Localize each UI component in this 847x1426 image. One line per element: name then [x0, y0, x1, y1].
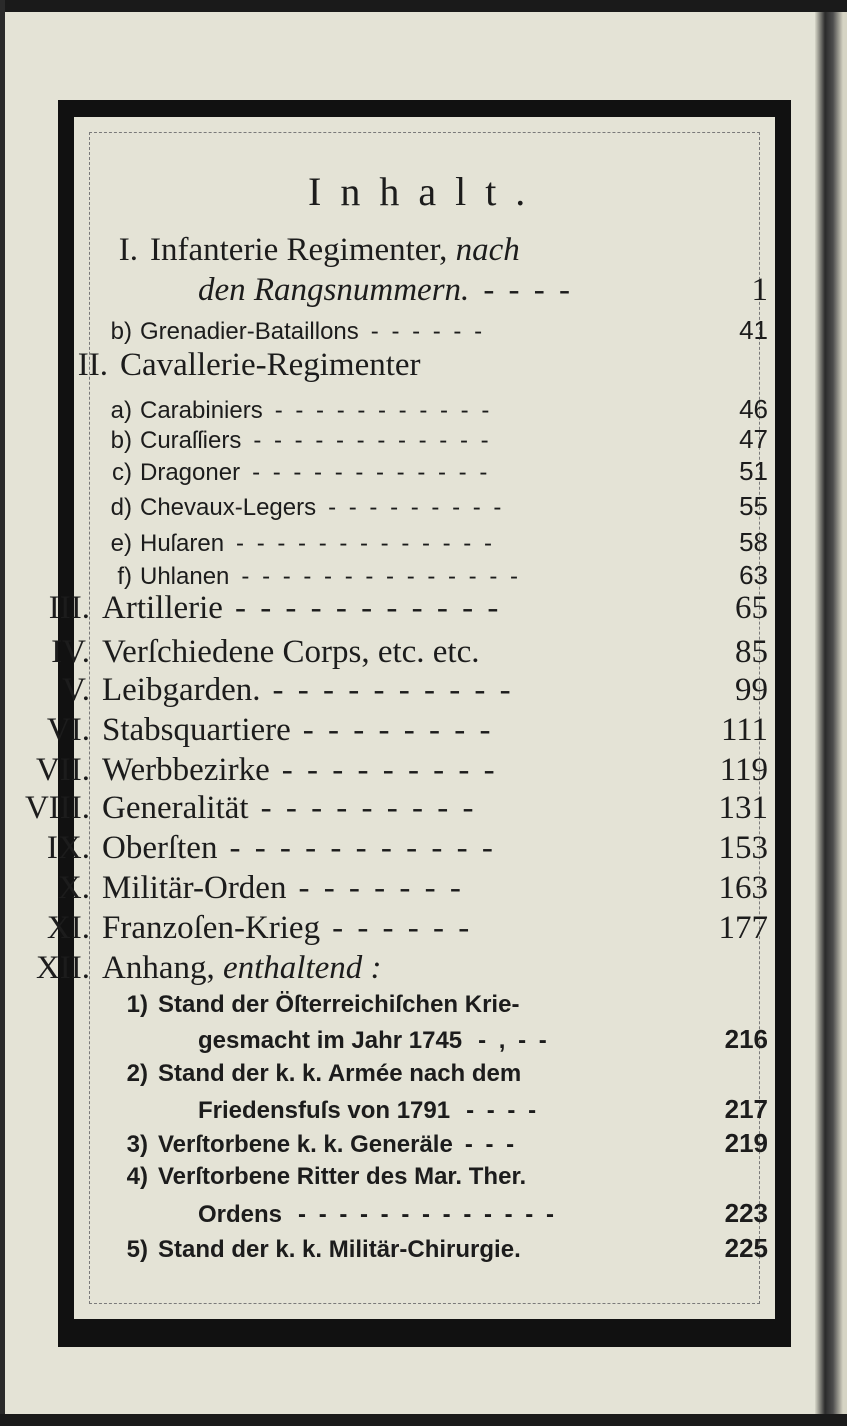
page-number: 219	[724, 1128, 768, 1158]
entry-number: X.	[57, 870, 90, 906]
entry-label: Militär-Orden	[102, 870, 287, 906]
entry-number: I.	[118, 232, 138, 268]
entry-number: IX.	[46, 830, 90, 866]
book-spine	[815, 12, 847, 1414]
scan-edge-left	[0, 0, 5, 1426]
toc-entry-dragoner	[92, 456, 768, 487]
entry-label: Stand der k. k. Armée nach dem	[158, 1060, 522, 1087]
entry-number: c)	[112, 459, 132, 486]
entry-number: 4)	[126, 1163, 148, 1190]
entry-number: VII.	[35, 752, 90, 788]
entry-label: Leibgarden.	[102, 672, 261, 708]
entry-label: Carabiniers	[140, 397, 263, 424]
entry-label: Dragoner	[140, 459, 241, 486]
leader-dots: - - - - - - -	[298, 870, 464, 906]
entry-label: Uhlanen	[140, 563, 230, 590]
scan-edge-top	[0, 0, 847, 12]
leader-dots: - - - -	[466, 1097, 540, 1124]
toc-entry-I	[68, 232, 700, 269]
entry-number: b)	[110, 427, 132, 454]
page-number: 131	[718, 790, 768, 826]
entry-label: Chevaux-Legers	[140, 494, 317, 521]
page-number: 63	[739, 560, 768, 590]
leader-dots: - - - - - - - - - - -	[229, 830, 496, 866]
entry-label: Verſtorbene Ritter des Mar. Ther.	[158, 1163, 527, 1190]
entry-label: gesmacht im Jahr 1745	[198, 1027, 463, 1054]
leader-dots: - - - - - - - - - - - -	[253, 427, 492, 454]
entry-number: VI.	[46, 712, 90, 748]
entry-label: Ordens	[198, 1201, 283, 1228]
entry-label: Anhang, enthaltend :	[102, 950, 382, 986]
page-number: 177	[718, 910, 768, 946]
toc-entry-I-continued	[198, 272, 768, 309]
page-number: 65	[735, 590, 768, 626]
page-title: Inhalt.	[308, 169, 545, 214]
leader-dots: - - - - - - - - - -	[272, 672, 514, 708]
toc-entry-III	[20, 590, 768, 627]
toc-appendix-1	[108, 991, 768, 1019]
entry-label: Generalität	[102, 790, 249, 826]
entry-number: V.	[62, 672, 90, 708]
entry-label: Huſaren	[140, 530, 225, 557]
entry-number: 3)	[126, 1131, 148, 1158]
page-number: 111	[720, 712, 768, 748]
entry-label: Stand der Öſterreichiſchen Krie-	[158, 991, 520, 1018]
entry-label: Verſchiedene Corps, etc. etc.	[102, 634, 480, 670]
leader-dots: - - - - - - - - - - - -	[252, 459, 491, 486]
toc-appendix-1-continued	[198, 1024, 768, 1055]
entry-number: b)	[110, 318, 132, 345]
entry-label: Grenadier-Bataillons	[140, 318, 359, 345]
entry-number: d)	[110, 494, 132, 521]
entry-label: Infanterie Regimenter, nach	[150, 232, 520, 268]
page-number: 51	[739, 456, 768, 486]
page-number: 216	[724, 1024, 768, 1054]
page-number: 47	[739, 424, 768, 454]
entry-label: Stand der k. k. Militär-Chirurgie.	[158, 1236, 521, 1263]
toc-entry-XII	[20, 950, 768, 987]
entry-number: e)	[110, 530, 132, 557]
leader-dots: - - - - - - - - -	[328, 494, 505, 521]
toc-entry-grenadier	[92, 315, 768, 346]
page-number: 58	[739, 527, 768, 557]
entry-number: IV.	[51, 634, 90, 670]
toc-entry-uhlanen	[92, 560, 768, 591]
leader-dots: - - - - - -	[370, 318, 486, 345]
toc-entry-VII	[20, 752, 768, 789]
leader-dots: - - - - - - - - -	[281, 752, 498, 788]
entry-number: f)	[117, 563, 132, 590]
toc-entry-husaren	[92, 527, 768, 558]
toc-appendix-2-continued	[198, 1094, 768, 1125]
entry-number: 1)	[126, 991, 148, 1018]
entry-number: VIII.	[24, 790, 90, 826]
leader-dots: - - -	[464, 1131, 518, 1158]
leader-dots: - - - - - - - - -	[260, 790, 477, 826]
page-number: 46	[739, 394, 768, 424]
toc-appendix-4-continued	[198, 1198, 768, 1229]
toc-entry-VI	[20, 712, 768, 749]
toc-appendix-4	[108, 1163, 768, 1191]
page-number: 119	[719, 752, 768, 788]
entry-label: Cavallerie-Regimenter	[120, 347, 421, 383]
toc-entry-II	[38, 347, 738, 384]
entry-label: Friedensfuſs von 1791	[198, 1097, 451, 1124]
toc-entry-curassiers	[92, 424, 768, 455]
page-number: 225	[724, 1233, 768, 1263]
page-number: 163	[718, 870, 768, 906]
page-number: 153	[718, 830, 768, 866]
page-number: 41	[739, 315, 768, 345]
entry-label: Werbbezirke	[102, 752, 270, 788]
entry-label: Artillerie	[102, 590, 223, 626]
leader-dots: - , - -	[478, 1027, 550, 1054]
leader-dots: - - - - - - - - - - - - -	[236, 530, 495, 557]
entry-number: 5)	[126, 1236, 148, 1263]
page-number: 99	[735, 672, 768, 708]
toc-entry-IX	[20, 830, 768, 867]
leader-dots: - - - - - - - - - - - - -	[298, 1201, 557, 1228]
page-number: 223	[724, 1198, 768, 1228]
leader-dots: - - - - - - - - - - -	[274, 397, 493, 424]
entry-label: Curaſſiers	[140, 427, 242, 454]
page-number: 1	[751, 272, 768, 308]
toc-appendix-3	[108, 1128, 768, 1159]
page-number: 55	[739, 491, 768, 521]
entry-number: II.	[77, 347, 108, 383]
leader-dots: - - - - - -	[332, 910, 473, 946]
entry-label: den Rangsnummern.	[198, 272, 470, 308]
toc-entry-XI	[20, 910, 768, 947]
leader-dots: - - - - - - - - - - - - - -	[241, 563, 521, 590]
toc-entry-V	[20, 672, 768, 709]
leader-dots: - - - - - - - - - - -	[234, 590, 502, 626]
toc-entry-carabiniers	[92, 394, 768, 425]
entry-number: XII.	[35, 950, 90, 986]
entry-number: XI.	[46, 910, 90, 946]
scan-edge-bottom	[0, 1414, 847, 1426]
page-number: 217	[724, 1094, 768, 1124]
toc-entry-IV	[20, 634, 768, 671]
entry-label: Oberſten	[102, 830, 218, 866]
entry-label: Stabsquartiere	[102, 712, 291, 748]
toc-entry-chevaux-legers	[92, 491, 768, 522]
leader-dots: - - - -	[483, 272, 574, 308]
entry-number: a)	[110, 397, 132, 424]
entry-label: Verſtorbene k. k. Generäle	[158, 1131, 453, 1158]
entry-number: III.	[48, 590, 90, 626]
toc-appendix-2	[108, 1060, 768, 1088]
leader-dots: - - - - - - - -	[302, 712, 494, 748]
entry-number: 2)	[126, 1060, 148, 1087]
toc-entry-VIII	[20, 790, 768, 827]
toc-appendix-5	[108, 1233, 768, 1264]
entry-label: Franzoſen-Krieg	[102, 910, 321, 946]
page-number: 85	[735, 634, 768, 670]
toc-entry-X	[20, 870, 768, 907]
